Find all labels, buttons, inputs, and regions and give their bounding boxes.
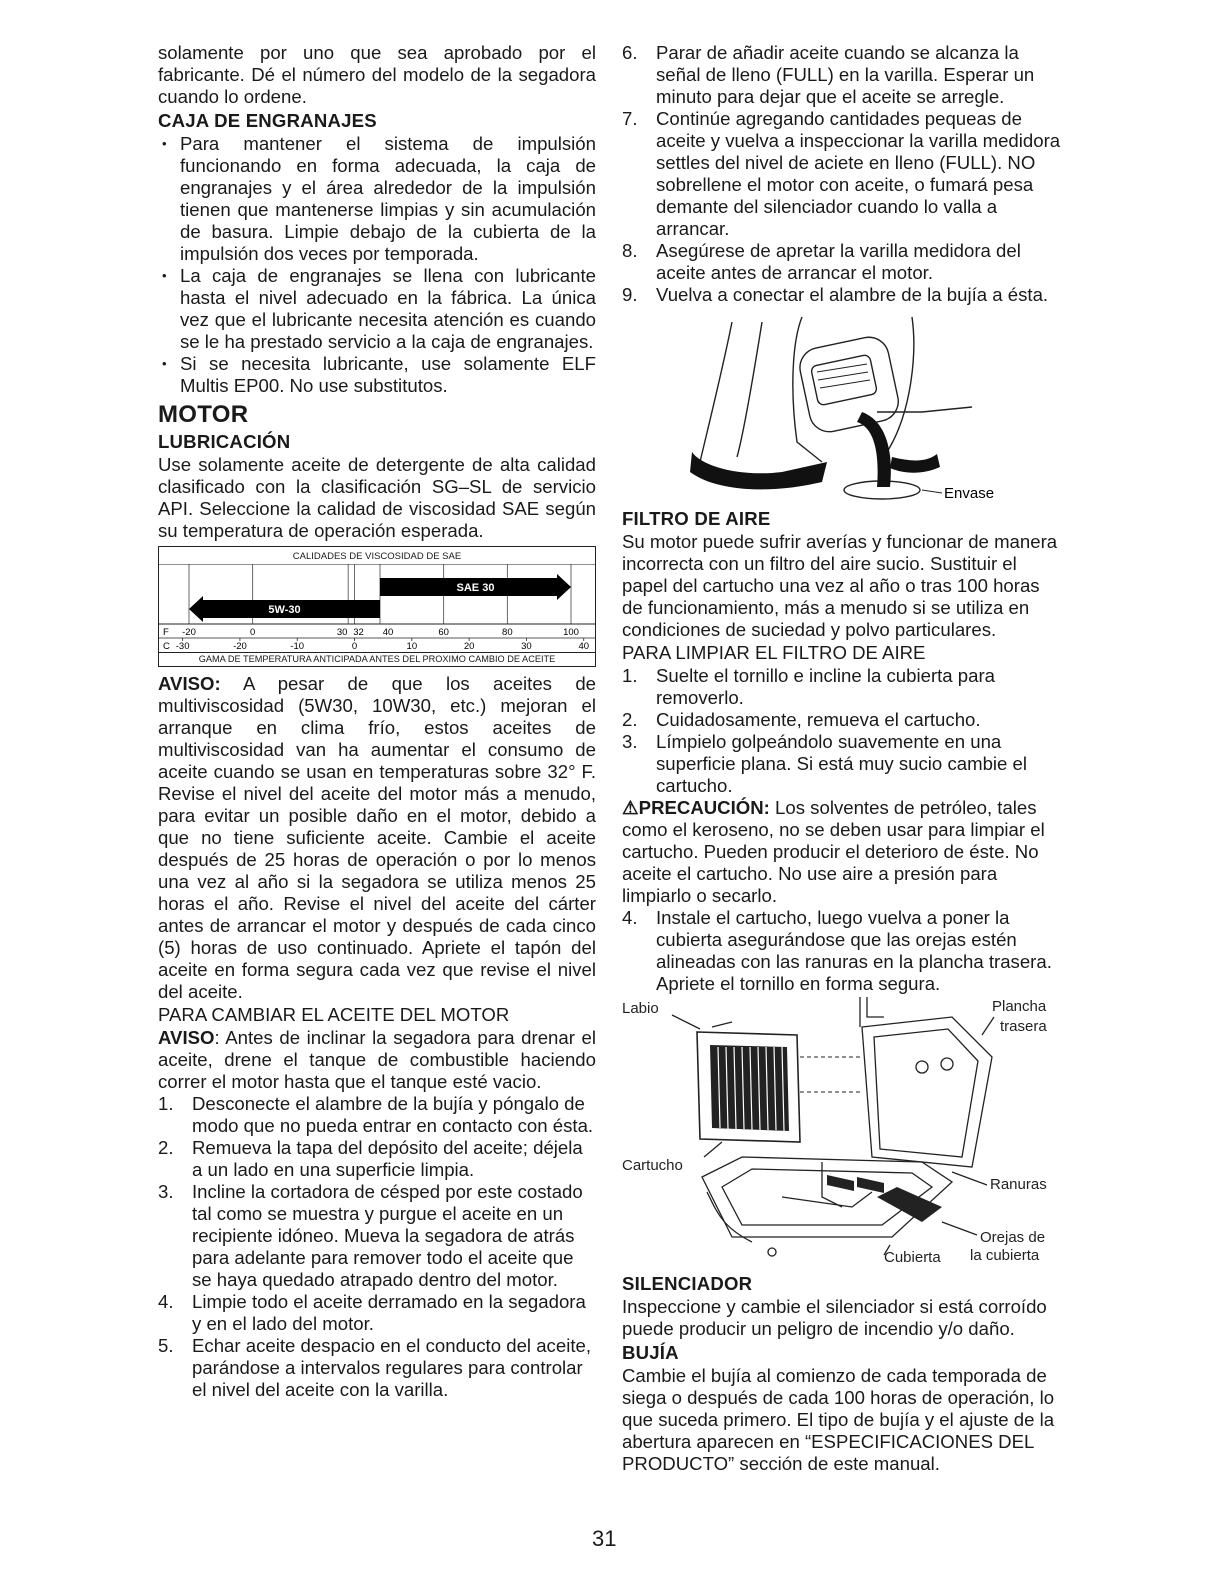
envase-label: Envase bbox=[944, 485, 995, 502]
page-number: 31 bbox=[592, 1526, 617, 1551]
list-item bbox=[158, 1335, 596, 1401]
air-filter-illustration bbox=[622, 997, 1062, 1267]
step-text: Vuelva a conectar el alambre de la bujía a ésta. bbox=[656, 284, 1049, 305]
chart-f-tick-label: 30 bbox=[336, 627, 348, 638]
caution-label: PRECAUCIÓN: bbox=[638, 797, 770, 818]
chart-c-tick-label: -10 bbox=[290, 641, 305, 652]
step-text: Echar aceite despacio en el conducto del aceite, parándose a intervalos regulares para controlar el nivel del aceite con la varilla. bbox=[192, 1335, 591, 1400]
notice2-label: AVISO bbox=[158, 1027, 215, 1048]
chart-c-tick-label: 20 bbox=[463, 641, 475, 652]
list-item bbox=[158, 1291, 596, 1335]
plancha-label: Plancha bbox=[992, 998, 1047, 1015]
caution-text: Los solventes de petróleo, tales como el keroseno, no se deben usar para limpiar el cartucho. Pueden producir el deterioro de éste. No aceite el cartucho. No use aire a presión para limpiarlo o secarlo. bbox=[622, 797, 1045, 906]
chart-f-label: F bbox=[163, 627, 169, 638]
ranuras-label: Ranuras bbox=[990, 1176, 1047, 1193]
orejas-label: Orejas de bbox=[980, 1229, 1046, 1246]
right-column bbox=[622, 42, 1062, 1475]
air-filter-heading: FILTRO DE AIRE bbox=[622, 508, 771, 529]
list-item bbox=[622, 907, 1062, 995]
motor-heading: MOTOR bbox=[158, 401, 249, 428]
step-number: 3. bbox=[622, 731, 638, 752]
chart-f-tick-label: 40 bbox=[382, 627, 394, 638]
step-number: 1. bbox=[622, 665, 638, 686]
step-number: 8. bbox=[622, 240, 638, 261]
list-item: • La caja de engranajes se llena con lubricante hasta el nivel adecuado en la fábrica. La única vez que el lubricante necesita atención es cuando se le ha prestado servicio a la caja de engranajes. bbox=[158, 265, 596, 353]
step-number: 4. bbox=[622, 907, 638, 928]
list-item bbox=[158, 1137, 596, 1181]
chart-c-tick-label: 40 bbox=[578, 641, 590, 652]
step-text: Asegúrese de apretar la varilla medidora del aceite antes de arrancar el motor. bbox=[656, 240, 1021, 283]
viscosity-chart bbox=[158, 546, 596, 667]
oil-steps-continued bbox=[622, 42, 1062, 306]
step-number: 7. bbox=[622, 108, 638, 129]
step-text: Suelte el tornillo e incline la cubierta para removerlo. bbox=[656, 665, 996, 708]
list-item bbox=[622, 665, 1062, 709]
caution-paragraph bbox=[622, 797, 1062, 907]
chart-bar-label: 5W-30 bbox=[268, 604, 301, 616]
chart-title: CALIDADES DE VISCOSIDAD DE SAE bbox=[292, 551, 462, 562]
list-item bbox=[158, 1093, 596, 1137]
spark-plug-heading: BUJÍA bbox=[622, 1342, 679, 1363]
lubrication-text: Use solamente aceite de detergente de alta calidad clasificado con la clasificación SG–SL de servicio API. Seleccione la calidad de viscosidad SAE según su temperatura de operación esperada. bbox=[158, 454, 596, 541]
list-item: • Si se necesita lubricante, use solamente ELF Multis EP00. No use substitutos. bbox=[158, 353, 596, 397]
warning-icon: ⚠ bbox=[622, 797, 639, 818]
step-number: 2. bbox=[622, 709, 638, 730]
step-text: Limpie todo el aceite derramado en la segadora y en el lado del motor. bbox=[192, 1291, 586, 1334]
list-item bbox=[622, 42, 1062, 108]
list-item bbox=[622, 108, 1062, 240]
step-number: 4. bbox=[158, 1291, 174, 1312]
muffler-text: Inspeccione y cambie el silenciador si está corroído puede producir un peligro de incendio y/o daño. bbox=[622, 1296, 1047, 1339]
list-item bbox=[158, 1181, 596, 1291]
chart-f-tick-label: 32 bbox=[353, 627, 364, 638]
chart-c-label: C bbox=[163, 641, 170, 652]
notice2-text: : Antes de inclinar la segadora para drenar el aceite, drene el tanque de combustible haciendo correr el motor hasta que el tanque esté vacio. bbox=[158, 1027, 596, 1092]
step-text: Desconecte el alambre de la bujía y póngalo de modo que no pueda entrar en contacto con ésta. bbox=[192, 1093, 594, 1136]
chart-c-tick-label: 10 bbox=[406, 641, 418, 652]
clean-filter-heading: PARA LIMPIAR EL FILTRO DE AIRE bbox=[622, 642, 926, 663]
air-filter-text: Su motor puede sufrir averías y funcionar de manera incorrecta con un filtro del aire sucio. Sustituir el papel del cartucho una vez al año o tras 100 horas de funcionamiento, más a menudo si se utiliza en condiciones de suciedad y polvo particulares. bbox=[622, 531, 1058, 640]
notice-label: AVISO: bbox=[158, 673, 221, 694]
trasera-label: trasera bbox=[1000, 1018, 1047, 1035]
step-text: Cuidadosamente, remueva el cartucho. bbox=[656, 709, 981, 730]
chart-f-tick-label: 80 bbox=[502, 627, 513, 638]
chart-caption: GAMA DE TEMPERATURA ANTICIPADA ANTES DEL PROXIMO CAMBIO DE ACEITE bbox=[159, 652, 595, 666]
step-number: 6. bbox=[622, 42, 638, 63]
step-text: Remueva la tapa del depósito del aceite; déjela a un lado en una superficie limpia. bbox=[192, 1137, 583, 1180]
chart-f-tick-label: 100 bbox=[563, 627, 579, 638]
cartucho-label: Cartucho bbox=[622, 1157, 683, 1174]
list-item bbox=[622, 709, 1062, 731]
oil-steps-list bbox=[158, 1093, 596, 1401]
step-text: Instale el cartucho, luego vuelva a poner la cubierta asegurándose que las orejas estén alineadas con las ranuras en la plancha trasera. Apriete el tornillo en forma segura. bbox=[656, 907, 1052, 994]
list-item: • Para mantener el sistema de impulsión funcionando en forma adecuada, la caja de engranajes y el área alrededor de la impulsión tienen que mantenerse limpias y sin acumulación de basura. Limpie debajo de la cubierta de la impulsión dos veces por temporada. bbox=[158, 133, 596, 265]
chart-f-tick-label: 60 bbox=[438, 627, 449, 638]
orejas-label-2: la cubierta bbox=[970, 1247, 1040, 1264]
notice-paragraph bbox=[158, 673, 596, 1003]
chart-bar-label: SAE 30 bbox=[456, 582, 495, 594]
chart-c-tick-label: 0 bbox=[351, 641, 358, 652]
chart-c-tick-label: 30 bbox=[521, 641, 532, 652]
list-item bbox=[622, 240, 1062, 284]
step-number: 3. bbox=[158, 1181, 174, 1202]
intro-text: solamente por uno que sea aprobado por el fabricante. Dé el número del modelo de la segadora cuando lo ordene. bbox=[158, 42, 596, 107]
left-column bbox=[158, 42, 596, 1401]
notice2-paragraph bbox=[158, 1027, 596, 1093]
filter-step4 bbox=[622, 907, 1062, 995]
list-item bbox=[622, 284, 1062, 306]
gearbox-heading: CAJA DE ENGRANAJES bbox=[158, 110, 377, 131]
filter-steps-list bbox=[622, 665, 1062, 797]
step-number: 9. bbox=[622, 284, 638, 305]
lubrication-heading: LUBRICACIÓN bbox=[158, 431, 291, 452]
step-number: 5. bbox=[158, 1335, 174, 1356]
notice-text: A pesar de que los aceites de multiviscosidad (5W30, 10W30, etc.) mejoran el arranque en clima frío, estos aceites de multiviscosidad van ha aumentar el consumo de aceite cuando se usan en temperaturas sobre 32° F. Revise el nivel del aceite del motor más a menudo, para evitar un posible daño en el motor, debido a que no tiene suficiente aceite. Cambie el aceite después de 25 horas de operación o por lo menos una vez al año si la segadora se utiliza menos 25 horas el año. Revise el nivel del aceite del cárter antes de arrancar el motor y después de cada cinco (5) horas de uso continuado. Apriete el tapón del aceite en forma segura cada vez que revise el nivel del aceite. bbox=[158, 673, 596, 1002]
chart-f-tick-label: -20 bbox=[182, 627, 196, 638]
chart-f-tick-label: 0 bbox=[250, 627, 256, 638]
oil-drain-illustration bbox=[622, 312, 1062, 502]
list-item bbox=[622, 731, 1062, 797]
viscosity-chart-plot bbox=[159, 564, 595, 652]
spark-plug-text: Cambie el bujía al comienzo de cada temporada de siega o después de cada 100 horas de operación, lo que suceda primero. El tipo de bujía y el ajuste de la abertura aparecen en “ESPECIFICACIONES DEL PRODUCTO” sección de este manual. bbox=[622, 1365, 1055, 1474]
step-text: Límpielo golpeándolo suavemente en una superficie plana. Si está muy sucio cambie el cartucho. bbox=[656, 731, 1028, 796]
step-number: 1. bbox=[158, 1093, 174, 1114]
change-oil-heading: PARA CAMBIAR EL ACEITE DEL MOTOR bbox=[158, 1004, 510, 1025]
labio-label: Labio bbox=[622, 1000, 659, 1017]
step-text: Incline la cortadora de césped por este costado tal como se muestra y purgue el aceite en un recipiente idóneo. Mueva la segadora de atrás para adelante para remover todo el aceite que se haya quedado atrapado dentro del motor. bbox=[192, 1181, 583, 1290]
chart-c-tick-label: -30 bbox=[175, 641, 190, 652]
cubierta-label: Cubierta bbox=[884, 1249, 941, 1266]
chart-c-tick-label: -20 bbox=[233, 641, 247, 652]
gearbox-list bbox=[158, 133, 596, 397]
step-number: 2. bbox=[158, 1137, 174, 1158]
step-text: Continúe agregando cantidades pequeas de aceite y vuelva a inspeccionar la varilla medidora settles del nivel de aciete en lleno (FULL). NO sobrellene el motor con aceite, o fumará pesa demante del silenciador cuando lo valla a arrancar. bbox=[656, 108, 1061, 239]
step-text: Parar de añadir aceite cuando se alcanza la señal de lleno (FULL) en la varilla. Esperar un minuto para dejar que el aceite se arregle. bbox=[656, 42, 1035, 107]
muffler-heading: SILENCIADOR bbox=[622, 1273, 753, 1294]
